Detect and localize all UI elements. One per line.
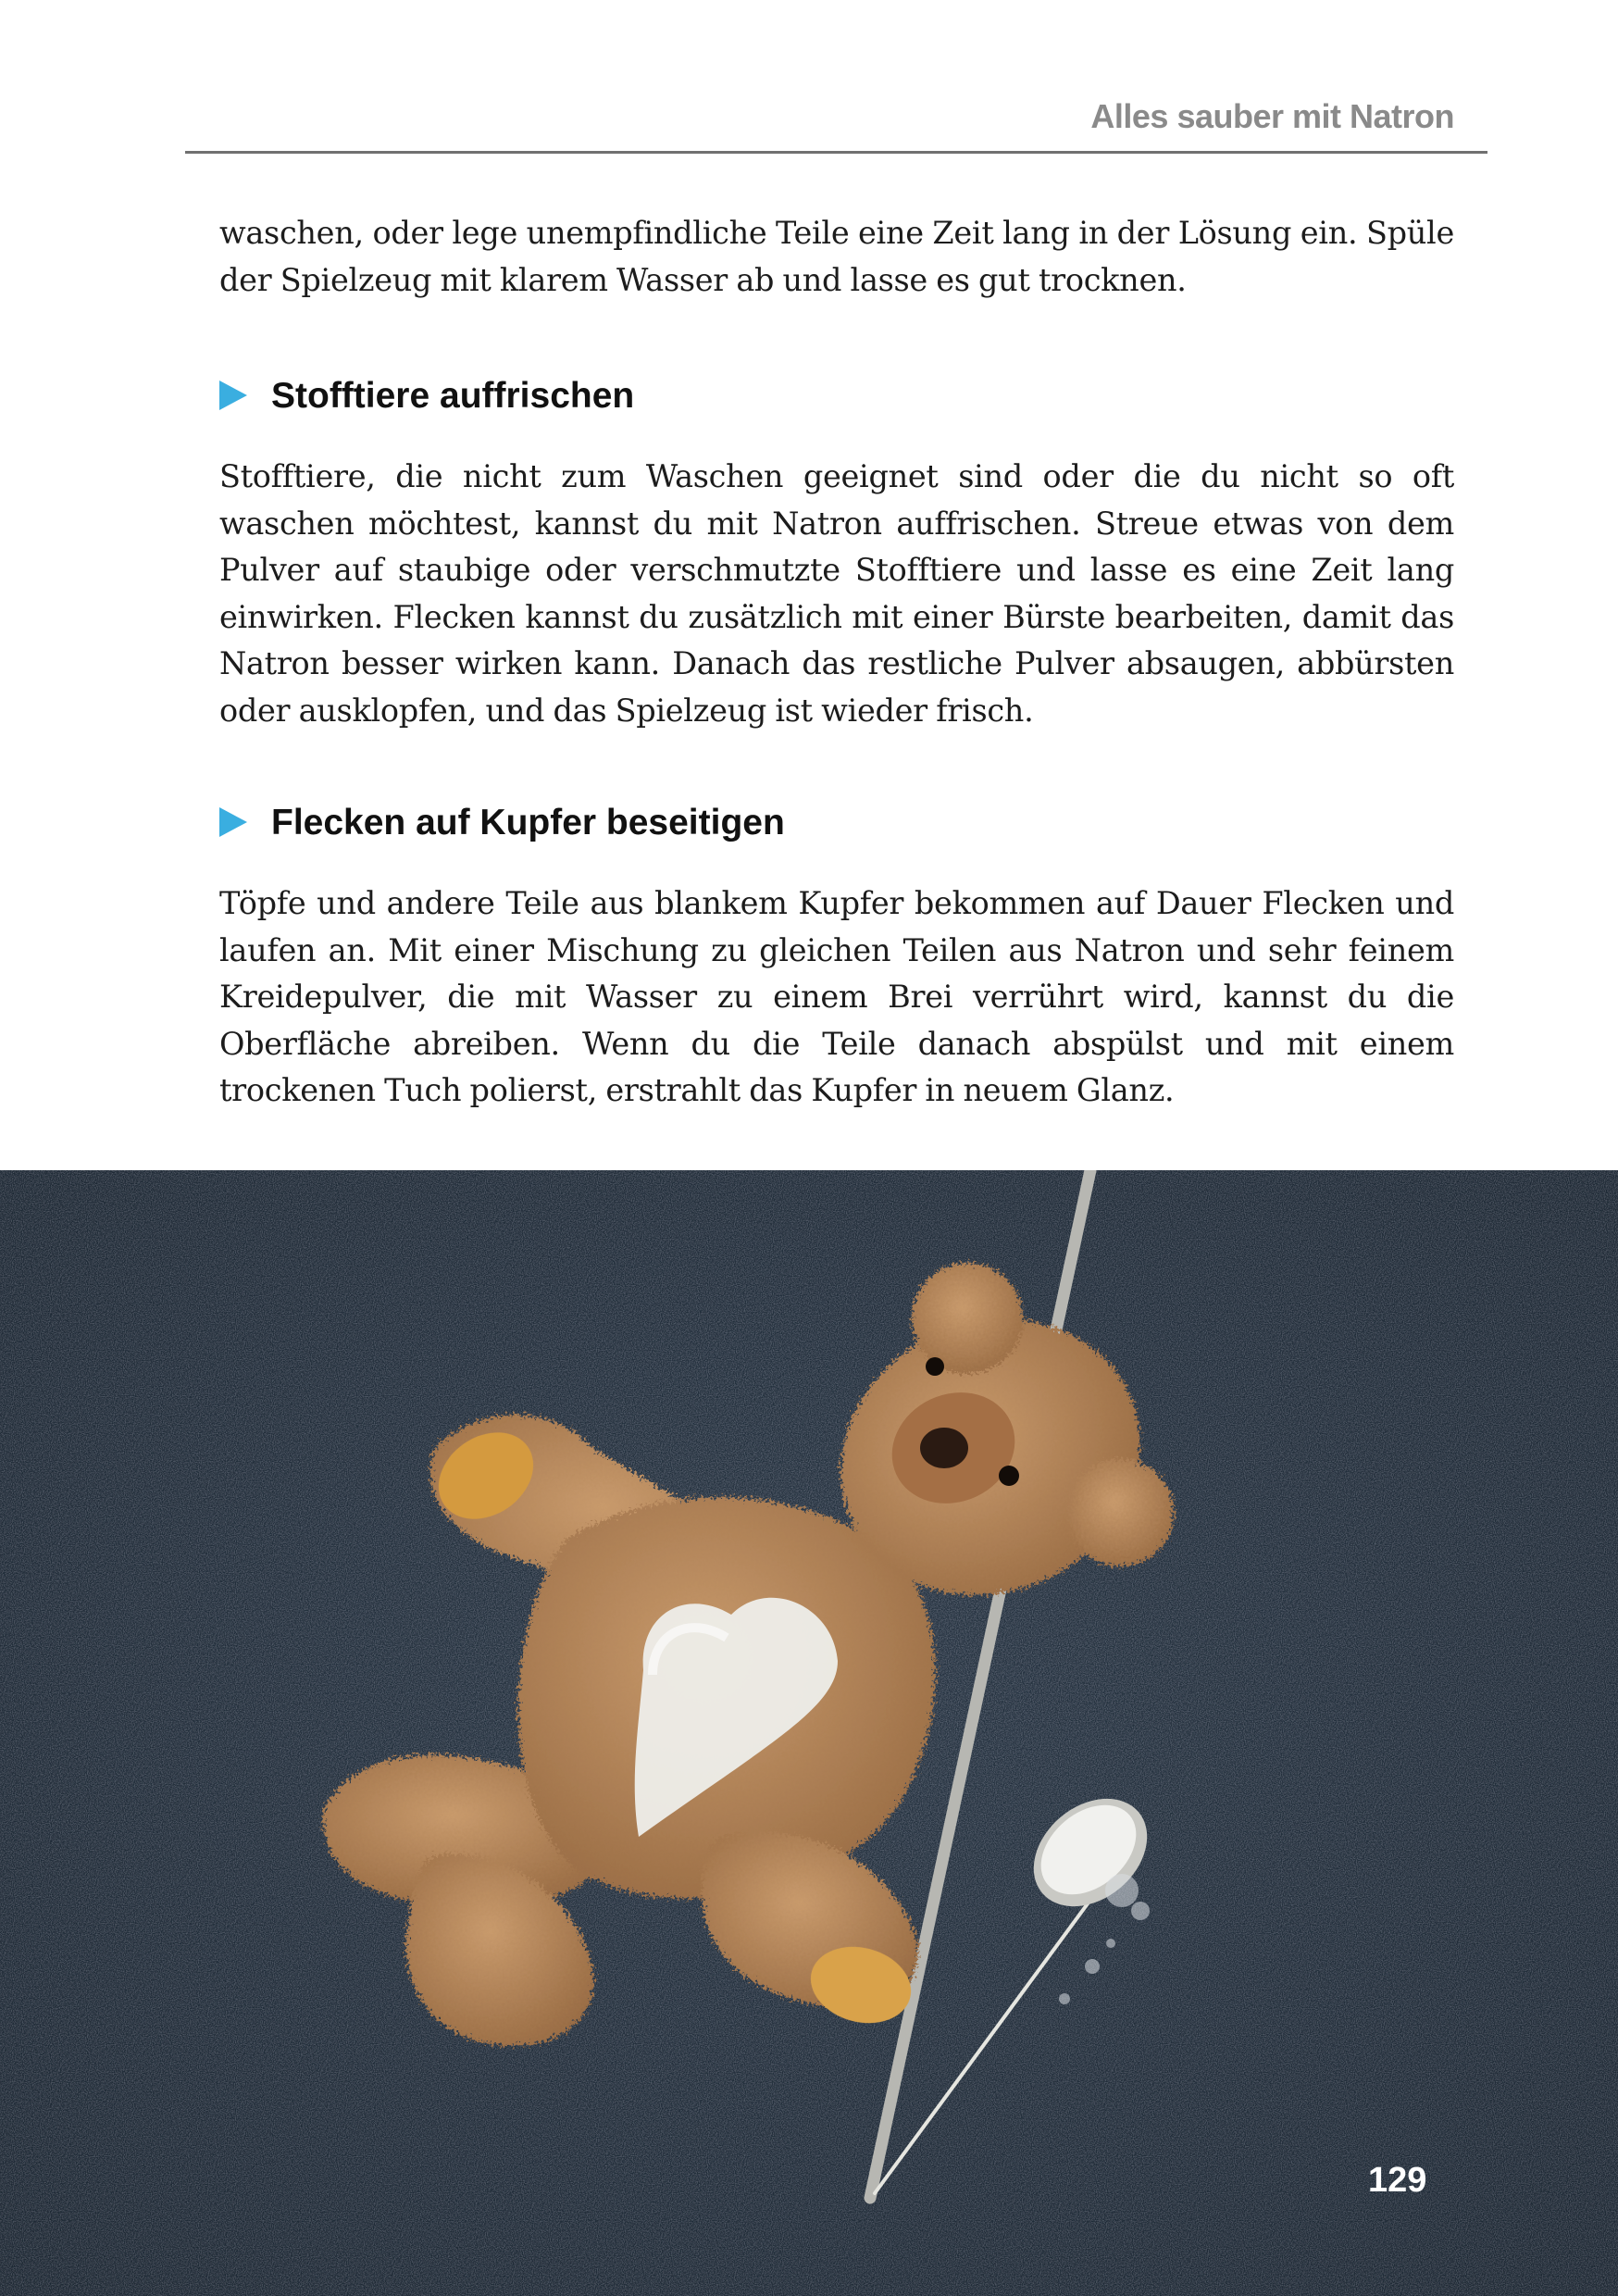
section-arrow-icon <box>219 807 247 837</box>
intro-paragraph: waschen, oder lege unempfindliche Teile eine Zeit lang in der Lösung ein. Spüle der Spielzeug mit klarem Wasser ab und lasse es gut trocknen. <box>219 215 1454 298</box>
section-paragraph-stofftiere: Stofftiere, die nicht zum Waschen geeignet sind oder die du nicht so oft waschen möchtest, kannst du mit Natron auffrischen. Streue etwas von dem Pulver auf staubige oder verschmutzte Stofftiere und lasse es eine Zeit lang einwirken. Flecken kannst du zusätzlich mit einer Bürste bearbeiten, damit das Natron besser wirken kann. Danach das restliche Pulver absaugen, abbürsten oder ausklopfen, und das Spielzeug ist wieder frisch. <box>219 458 1454 729</box>
section-paragraph-kupfer: Töpfe und andere Teile aus blankem Kupfer bekommen auf Dauer Flecken und laufen an. Mit einer Mischung zu gleichen Teilen aus Natron und sehr feinem Kreidepulver, die mit Wasser zu einem Brei verrührt wird, kannst du die Oberfläche abreiben. Wenn du die Teile danach abspülst und mit einem trockenen Tuch polierst, erstrahlt das Kupfer in neuem Glanz. <box>219 885 1454 1108</box>
page-number: 129 <box>1368 2161 1427 2200</box>
section-heading-label: Stofftiere auffrischen <box>271 376 635 416</box>
section-heading-stofftiere <box>219 373 634 419</box>
teddy-bear-photo <box>0 1170 1618 2296</box>
section-heading-kupfer <box>219 800 785 846</box>
running-head: Alles sauber mit Natron <box>1090 97 1454 135</box>
section-heading-label: Flecken auf Kupfer beseitigen <box>271 803 785 842</box>
section-arrow-icon <box>219 381 247 410</box>
header-rule <box>185 151 1487 154</box>
